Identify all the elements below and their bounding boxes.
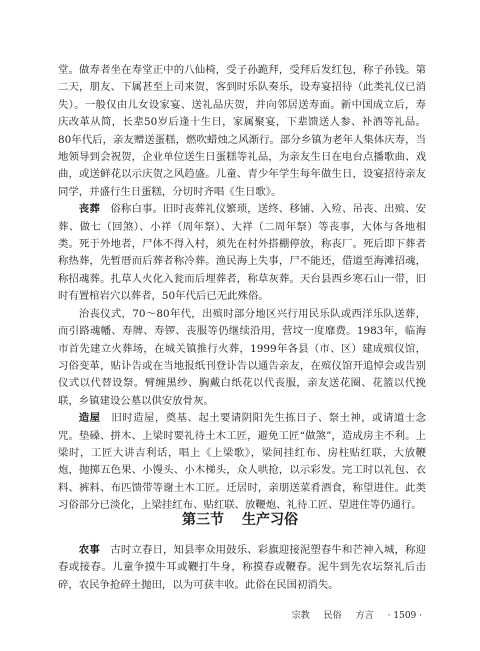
paragraph-funeral [58, 201, 426, 305]
footer-mid: 民俗 [323, 611, 342, 621]
paragraph-text: 俗称白事。旧时丧葬礼仪繁琐，送终、移铺、入殓、吊丧、出殡、安葬、做七（回煞）、小祥（周年祭）、大祥（二周年祭）等丧事，大体与各地相类。死于外地者，尸体不得入村，须先在村外搭棚停放，称丧厂。死后即下葬者称热葬，先暂厝而后葬者称冷葬。渔民海上失事，尸不能还，借道至海滩招魂，称招魂葬。扎草人火化入瓮而后埋葬者，称草灰葬。天台县西乡寒石山一带，旧时有置棺岩穴以葬者，50年代后已无此殊俗。 [58, 203, 427, 303]
paragraph-term: 造屋 [78, 412, 101, 425]
body-text [58, 62, 426, 515]
paragraph-1 [58, 62, 426, 201]
paragraph-house-building [58, 410, 426, 514]
paragraph-text: 治丧仪式，70～80年代，出殡时部分地区兴行用民乐队或西洋乐队送葬，而引路魂幡、寿牌、寿锣、丧服等仍继续沿用，营坟一度靡费。1983年，临海市首先建立火葬场，在城关镇推行火葬，1999年各县（市、区）建成殡仪馆，习俗变革，贴讣告或在当地报纸刊登讣告以通告亲友，在殡仪馆开追悼会或告别仪式以代替设祭。臂缠黑纱、胸戴白纸花以代丧服，亲友送花圈、花篮以代挽联，乡镇建设公墓以供安放骨灰。 [58, 307, 426, 407]
section-heading [0, 509, 480, 529]
section-title: 生产习俗 [242, 512, 298, 528]
paragraph-funeral-ceremony [58, 306, 426, 410]
page-footer [292, 608, 422, 621]
footer-right: 方言 [355, 611, 374, 621]
paragraph-term: 农事 [78, 544, 100, 556]
paragraph-farming [58, 542, 426, 594]
paragraph-term: 丧葬 [78, 203, 100, 216]
section-body-text [58, 542, 426, 594]
page-number: · 1509 · [387, 611, 422, 621]
footer-left: 宗教 [291, 611, 310, 621]
paragraph-text: 堂。做寿者坐在寿堂正中的八仙椅，受子孙跪拜，受拜后发红包，称子孙钱。第二天，朋友、下属甚至上司来贺，客到时乐队奏乐，设寿宴招待（此类礼仪已消失）。一般仅由儿女设家宴、送礼品庆贺，并向邻居送寿面。新中国成立后，寿庆改革从简，长辈50岁后逢十生日，家属聚宴，下辈馈送人参、补酒等礼品。80年代后，亲友赠送蛋糕，燃吹蜡烛之风渐行。部分乡镇为老年人集体庆寿，当地领导到会祝贺，企业单位送生日蛋糕等礼品，为亲友生日在电台点播歌曲、戏曲，或送鲜花以示庆贺之风趋盛。儿童、青少年学生每年做生日，设宴招待亲友同学，并盛行生日蛋糕，分切时齐唱《生日歌》。 [58, 64, 426, 198]
section-number: 第三节 [182, 512, 224, 528]
paragraph-text: 旧时造屋，奠基、起土要请阴阳先生拣日子、祭土神，或请道士念咒。垫磉、拼木、上梁时要礼待土木工匠，避免工匠“做煞”，造成房主不利。上梁时，工匠大讲吉利话，唱上《上梁歌》，梁间挂红布、房柱贴红联，大放鞭炮，抛掷五色果、小馒头、小木梯头，众人哄抢，以示彩发。完工时以礼包、衣料、裤料、布匹馈带等谢土木工匠。迁居时，亲朋送菜肴酒食，称望进住。此类习俗部分已淡化，上梁挂红布、贴红联、放鞭炮、礼待工匠、望进住等仍通行。 [58, 412, 427, 512]
paragraph-text: 古时立春日，知县率众用鼓乐、彩旗迎接泥塑春牛和芒神入城，称迎春或接春。儿童争摸牛耳或鞭打牛身，称摸春或鞭春。泥牛到先农坛祭礼后击碎，农民争抢碎土抛田，以为可获丰收。此俗在民国初消失。 [58, 544, 427, 591]
